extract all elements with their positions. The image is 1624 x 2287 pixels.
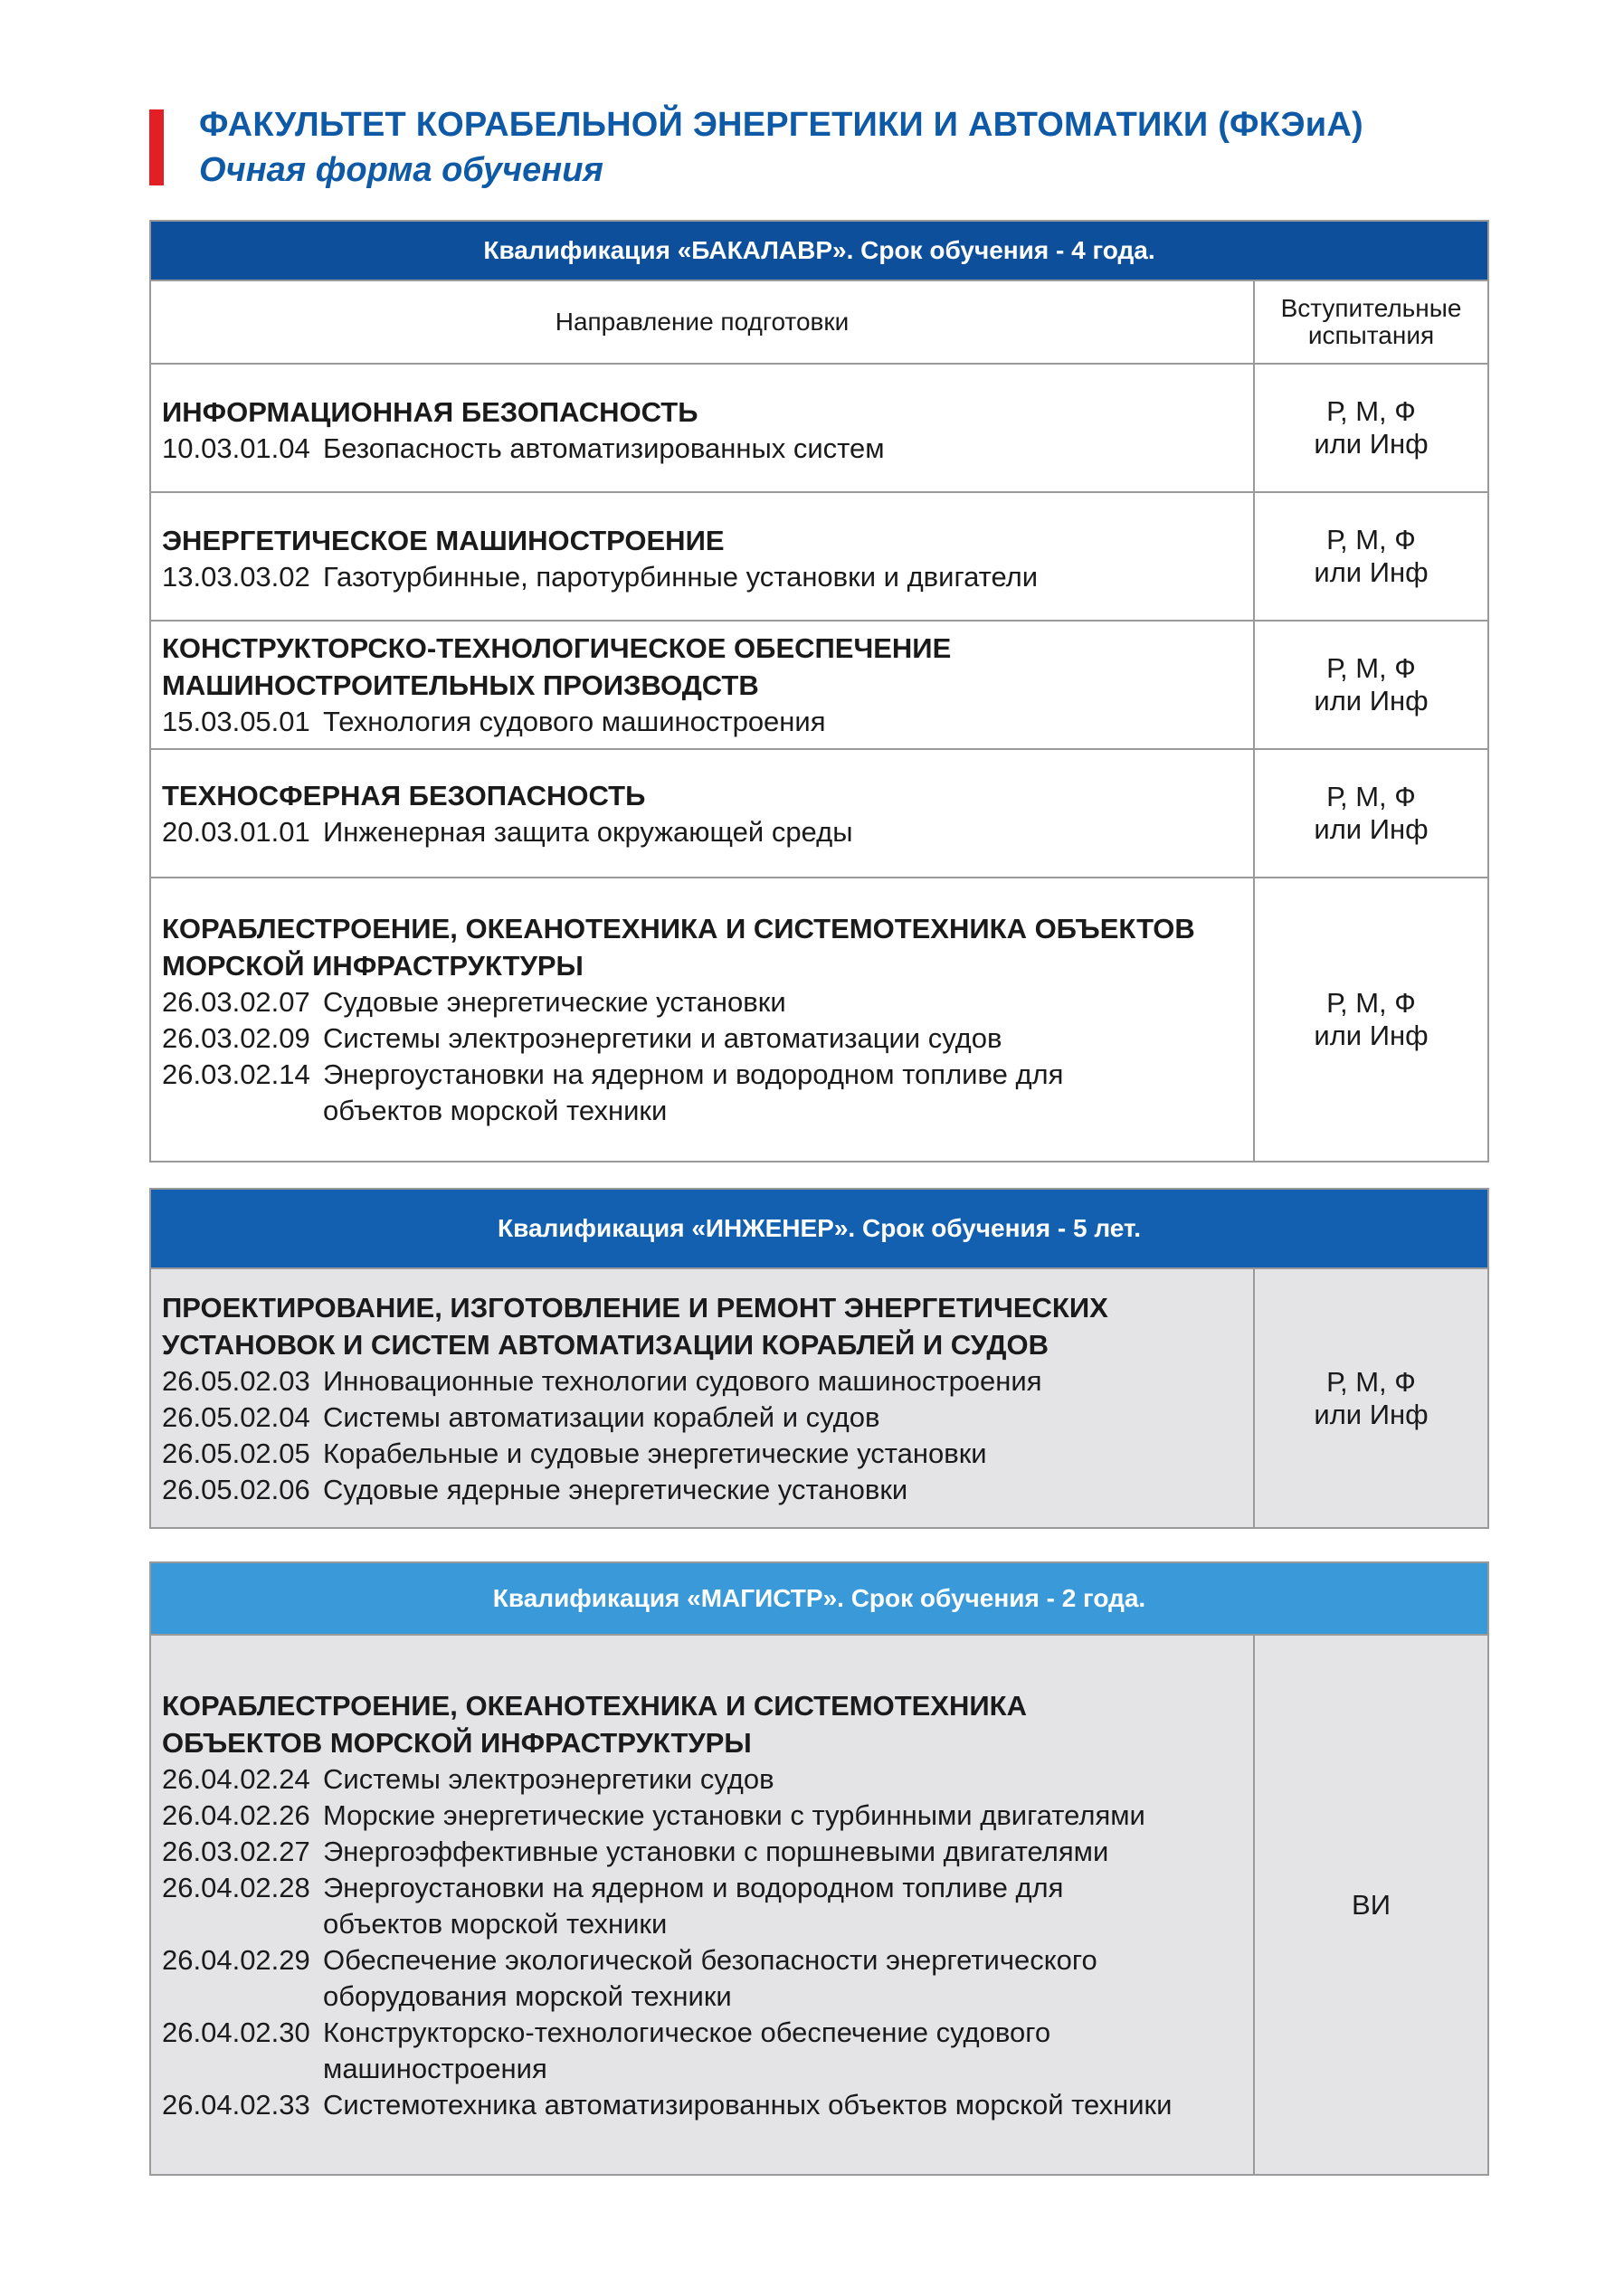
program-line: оборудования морской техники — [323, 1979, 732, 2012]
exams-column-header: Вступительные испытания — [1253, 281, 1487, 363]
direction-heading: КОРАБЛЕСТРОЕНИЕ, ОКЕАНОТЕХНИКА И СИСТЕМОТЕХНИКА ОБЪЕКТОВ — [162, 913, 1195, 944]
direction-heading: УСТАНОВОК И СИСТЕМ АВТОМАТИЗАЦИИ КОРАБЛЕЙ И СУДОВ — [162, 1328, 1049, 1361]
program-line: 26.04.02.28 Энергоустановки на ядерном и водородном топливе для — [162, 1871, 1064, 1903]
program-line: 26.05.02.06 Судовые ядерные энергетические установки — [162, 1473, 908, 1505]
engineer-table — [149, 1188, 1489, 1529]
program-line: 26.04.02.26 Морские энергетические установки с турбинными двигателями — [162, 1798, 1145, 1831]
study-form-subtitle: Очная форма обучения — [199, 151, 603, 189]
program-line: 26.04.02.29 Обеспечение экологической безопасности энергетического — [162, 1943, 1097, 1976]
direction-heading: ЭНЕРГЕТИЧЕСКОЕ МАШИНОСТРОЕНИЕ — [162, 524, 725, 556]
bachelor-table — [149, 220, 1489, 1162]
table-row — [151, 1634, 1487, 2174]
direction-heading: КОРАБЛЕСТРОЕНИЕ, ОКЕАНОТЕХНИКА И СИСТЕМОТЕХНИКА — [162, 1689, 1027, 1722]
entrance-exams: Р, М, Ф или Инф — [1253, 1269, 1487, 1527]
program-line: 26.05.02.04 Системы автоматизации кораблей и судов — [162, 1400, 880, 1433]
program-line: 26.03.02.09 Системы электроэнергетики и автоматизации судов — [162, 1022, 1002, 1054]
accent-bar — [149, 109, 164, 185]
program-line: объектов морской техники — [323, 1095, 668, 1126]
direction-column-header: Направление подготовки — [555, 308, 850, 336]
faculty-title: ФАКУЛЬТЕТ КОРАБЕЛЬНОЙ ЭНЕРГЕТИКИ И АВТОМАТИКИ (ФКЭиА) — [199, 106, 1363, 144]
program-line: 13.03.03.02 Газотурбинные, паротурбинные установки и двигатели — [162, 560, 1039, 593]
engineer-qualification-header: Квалификация «ИНЖЕНЕР». Срок обучения - 5 лет. — [151, 1190, 1487, 1267]
direction-heading: МОРСКОЙ ИНФРАСТРУКТУРЫ — [162, 950, 584, 982]
program-line: 15.03.05.01 Технология судового машиностроения — [162, 706, 826, 737]
program-line: 10.03.01.04 Безопасность автоматизированных систем — [162, 432, 885, 464]
master-table — [149, 1561, 1489, 2176]
entrance-exams: Р, М, Ф или Инф — [1253, 493, 1487, 620]
column-header-row — [151, 280, 1487, 363]
program-line: машиностроения — [323, 2052, 547, 2084]
entrance-exams: Р, М, Ф или Инф — [1253, 365, 1487, 491]
master-qualification-header: Квалификация «МАГИСТР». Срок обучения - 2 года. — [151, 1563, 1487, 1634]
direction-heading: МАШИНОСТРОИТЕЛЬНЫХ ПРОИЗВОДСТВ — [162, 669, 759, 701]
program-line: объектов морской техники — [323, 1907, 668, 1940]
direction-heading: ТЕХНОСФЕРНАЯ БЕЗОПАСНОСТЬ — [162, 779, 646, 811]
entrance-exams: Р, М, Ф или Инф — [1253, 750, 1487, 877]
program-line: 26.04.02.24 Системы электроэнергетики судов — [162, 1762, 774, 1795]
table-row — [151, 620, 1487, 748]
table-row — [151, 363, 1487, 491]
direction-heading: ОБЪЕКТОВ МОРСКОЙ ИНФРАСТРУКТУРЫ — [162, 1726, 752, 1759]
program-line: 26.04.02.30 Конструкторско-технологическое обеспечение судового — [162, 2016, 1051, 2048]
program-line: 26.03.02.27 Энергоэффективные установки с поршневыми двигателями — [162, 1835, 1109, 1867]
program-line: 26.05.02.03 Инновационные технологии судового машиностроения — [162, 1364, 1042, 1397]
entrance-exams: Р, М, Ф или Инф — [1253, 622, 1487, 748]
program-line: 26.05.02.05 Корабельные и судовые энергетические установки — [162, 1437, 987, 1469]
table-row — [151, 491, 1487, 620]
program-line: 26.04.02.33 Системотехника автоматизированных объектов морской техники — [162, 2088, 1173, 2121]
table-row — [151, 1267, 1487, 1527]
entrance-exams: Р, М, Ф или Инф — [1253, 878, 1487, 1161]
program-line: 20.03.01.01 Инженерная защита окружающей среды — [162, 815, 853, 848]
table-row — [151, 748, 1487, 877]
entrance-exams: ВИ — [1253, 1636, 1487, 2174]
direction-heading: ПРОЕКТИРОВАНИЕ, ИЗГОТОВЛЕНИЕ И РЕМОНТ ЭНЕРГЕТИЧЕСКИХ — [162, 1291, 1108, 1324]
bachelor-qualification-header: Квалификация «БАКАЛАВР». Срок обучения - 4 года. — [151, 222, 1487, 280]
direction-heading: ИНФОРМАЦИОННАЯ БЕЗОПАСНОСТЬ — [162, 395, 698, 428]
table-row — [151, 877, 1487, 1161]
program-line: 26.03.02.07 Судовые энергетические установки — [162, 986, 786, 1018]
program-line: 26.03.02.14 Энергоустановки на ядерном и водородном топливе для — [162, 1058, 1064, 1090]
direction-heading: КОНСТРУКТОРСКО-ТЕХНОЛОГИЧЕСКОЕ ОБЕСПЕЧЕНИЕ — [162, 632, 952, 664]
